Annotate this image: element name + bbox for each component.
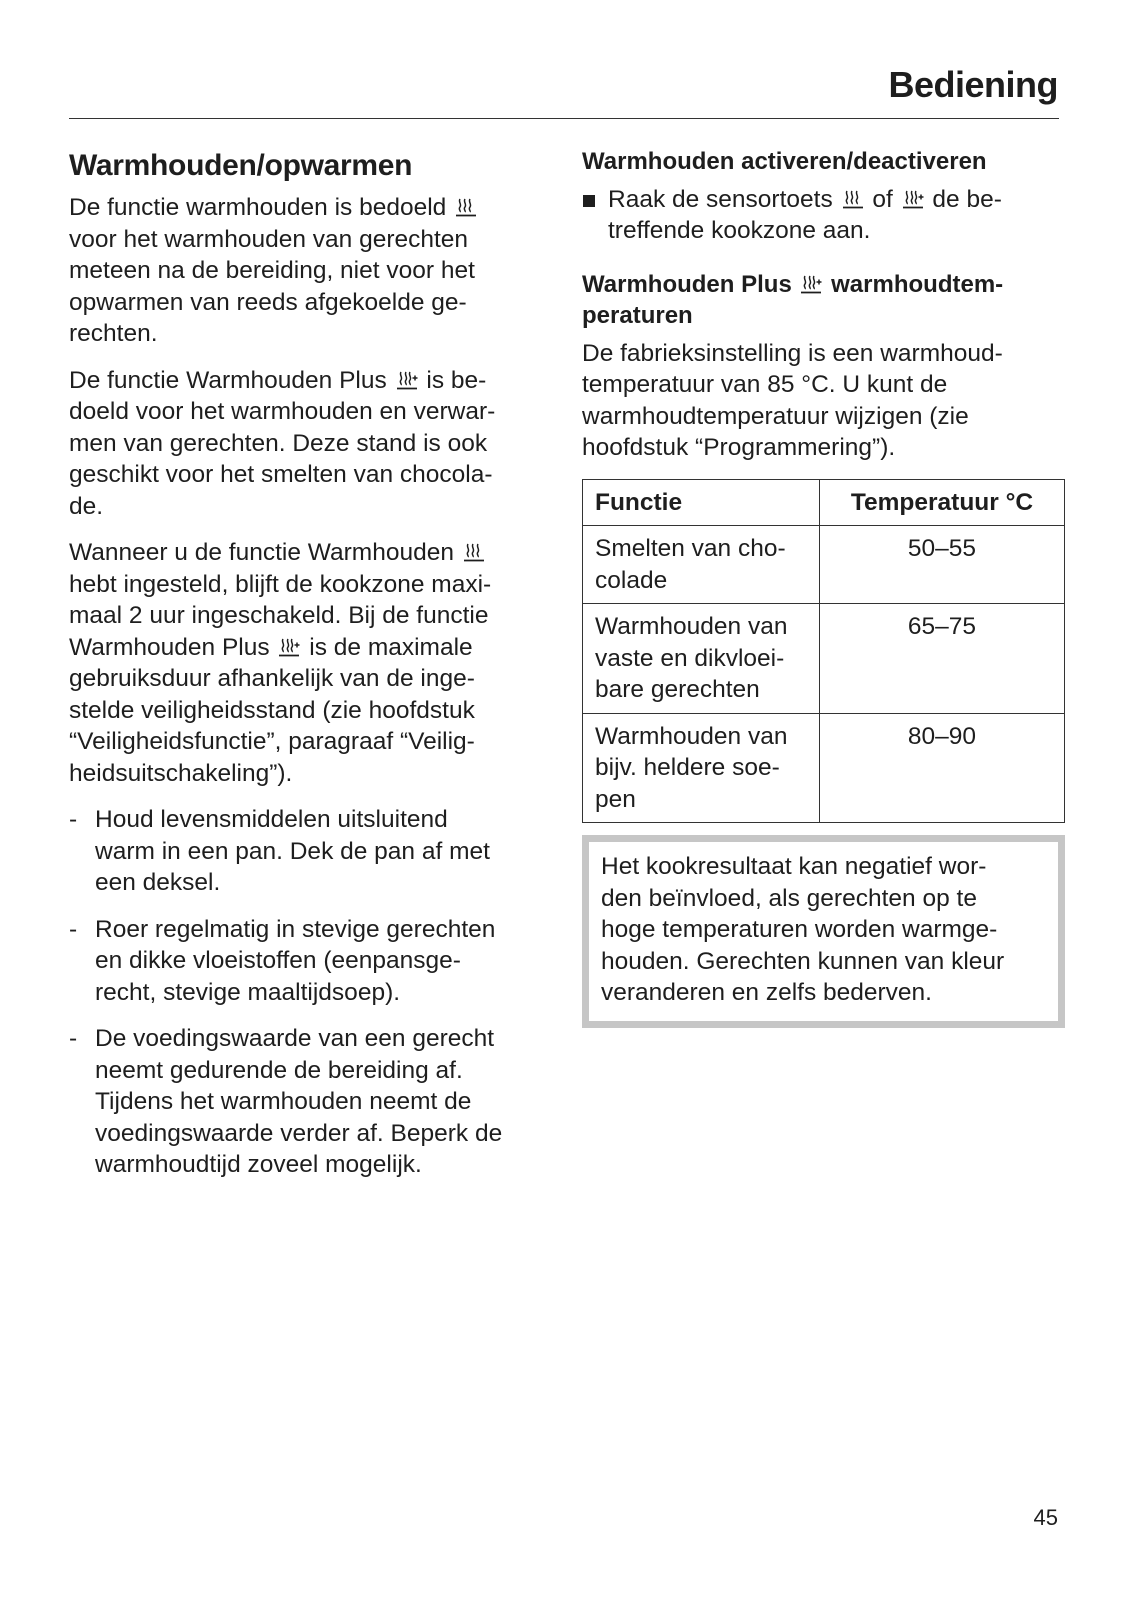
- instruction-step: Raak de sensortoets of de be- treffende kookzone aan.: [582, 184, 1065, 247]
- tip-item: - Roer regelmatig in stevige gerechten en dikke vloeistoffen (eenpansge- recht, stevige maaltijdsoep).: [69, 915, 496, 1006]
- temperature-table: [582, 479, 1065, 824]
- square-bullet-icon: [583, 195, 595, 207]
- page-header-title: Bediening: [888, 64, 1058, 105]
- dash-marker: -: [69, 915, 78, 943]
- tip-item: - Houd levensmiddelen uitsluitend warm in een pan. Dek de pan af met een deksel.: [69, 806, 490, 896]
- table-row: [583, 604, 1065, 714]
- activate-heading: Warmhouden activeren/deactiveren: [582, 148, 987, 175]
- table-header-row: [583, 479, 1065, 526]
- notice-box: Het kookresultaat kan negatief wor- den beïnvloed, als gerechten op te hoge temperaturen worden warmge- houden. Gerechten kunnen van kleur veranderen en zelfs bederven.: [582, 835, 1065, 1028]
- temperature-cell: 80–90: [820, 713, 1065, 823]
- tip-item: - De voedingswaarde van een gerecht neemt gedurende de bereiding af. Tijdens het warmhouden neemt de voedingswaarde verder af. Beperk de warmhoudtijd zoveel mogelijk.: [69, 1025, 503, 1178]
- header-divider: [69, 118, 1059, 119]
- keep-warm-plus-icon: [278, 636, 300, 658]
- section-title: Warmhouden/opwarmen: [69, 149, 413, 182]
- function-cell: Warmhouden van vaste en dikvloei- bare gerechten: [583, 604, 820, 714]
- column-header-temperature: Temperatuur °C: [820, 479, 1065, 526]
- keep-warm-plus-icon: [800, 273, 822, 295]
- page-number: 45: [1033, 1505, 1058, 1530]
- keep-warm-icon: [455, 196, 477, 218]
- dash-marker: -: [69, 806, 78, 833]
- table-row: [583, 713, 1065, 823]
- keep-warm-icon: [463, 541, 485, 563]
- function-cell: Warmhouden van bijv. heldere soe- pen: [583, 713, 820, 823]
- column-header-function: Functie: [583, 479, 820, 526]
- keep-warm-plus-icon: [396, 369, 418, 391]
- temperature-cell: 65–75: [820, 604, 1065, 714]
- plus-temperatures-heading: Warmhouden Plus warmhoudtem- peraturen: [582, 270, 1004, 329]
- temperature-cell: 50–55: [820, 526, 1065, 604]
- duration-paragraph: Wanneer u de functie Warmhouden hebt ingesteld, blijft de kookzone maxi- maal 2 uur ingeschakeld. Bij de functie Warmhouden Plus is de maximale gebruiksduur afhankelijk van de inge- stelde veiligheidsstand (zie hoofdstuk “Veiligheidsfunctie”, paragraaf “Veilig- heidsuitschakeling”).: [69, 539, 492, 787]
- dash-marker: -: [69, 1025, 78, 1052]
- right-column: [582, 146, 1065, 1028]
- keep-warm-icon: [842, 188, 864, 210]
- intro-paragraph: De functie warmhouden is bedoeld voor het warmhouden van gerechten meteen na de bereiding, niet voor het opwarmen van reeds afgekoelde ge- rechten.: [69, 192, 549, 350]
- function-cell: Smelten van cho- colade: [583, 526, 820, 604]
- keep-warm-plus-icon: [902, 188, 924, 210]
- table-row: [583, 526, 1065, 604]
- default-temperature-paragraph: De fabrieksinstelling is een warmhoud- temperatuur van 85 °C. U kunt de warmhoudtemperatuur wijzigen (zie hoofdstuk “Programmering”).: [582, 339, 1003, 461]
- left-column: [69, 146, 549, 1196]
- plus-paragraph: De functie Warmhouden Plus is be- doeld voor het warmhouden en verwar- men van gerechten. Deze stand is ook geschikt voor het smelten van chocola- de.: [69, 366, 496, 520]
